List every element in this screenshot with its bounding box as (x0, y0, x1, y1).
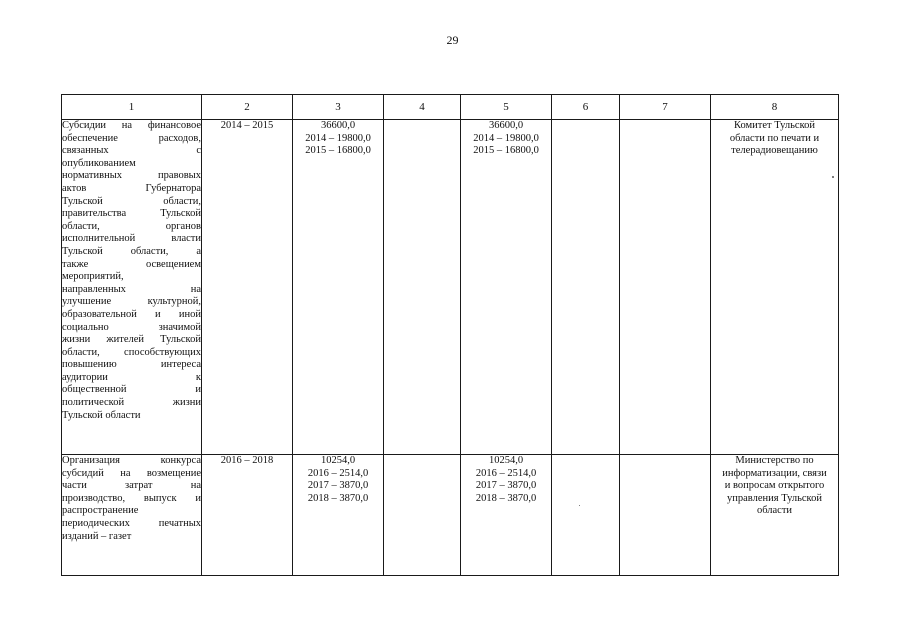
description-line: периодических печатных (62, 517, 201, 529)
description-line: улучшение культурной, (62, 296, 201, 308)
executor-line: Министерство по (735, 455, 814, 466)
activity-description (62, 120, 202, 455)
description-line: Тульской области, (62, 195, 201, 207)
amount-line: 2015 – 16800,0 (473, 145, 539, 157)
executor-line: и вопросам открытого (724, 480, 825, 492)
period-cell: 2016 – 2018 (202, 455, 293, 576)
amount-line: 2015 – 16800,0 (305, 145, 371, 157)
column-header: 3 (293, 95, 384, 120)
amount-line: 10254,0 (320, 455, 356, 466)
table-header-row (62, 95, 839, 120)
amount-line: 2018 – 3870,0 (307, 492, 369, 504)
executor-line: Комитет Тульской (733, 120, 816, 131)
executor-line: телерадиовещанию (731, 145, 818, 157)
amount-line: 2016 – 2514,0 (307, 467, 369, 479)
table-row (62, 120, 839, 455)
period-cell: 2014 – 2015 (202, 120, 293, 455)
description-line: Субсидии на финансовое (62, 120, 201, 131)
description-line: политической жизни (62, 397, 201, 409)
description-line: мероприятий, (62, 271, 124, 283)
amount-line: 2017 – 3870,0 (475, 480, 537, 492)
empty-cell (552, 455, 620, 576)
amount-line: 10254,0 (488, 455, 524, 466)
description-line: распространение (62, 505, 139, 517)
description-line: жизни жителей Тульской (62, 334, 201, 346)
empty-cell (620, 120, 711, 455)
table-row (62, 455, 839, 576)
empty-cell (552, 120, 620, 455)
description-line: актов Губернатора (62, 182, 201, 194)
description-line: опубликованием (62, 157, 136, 169)
empty-cell (384, 120, 461, 455)
amount-line: 2014 – 19800,0 (305, 132, 371, 144)
amount-line: 2016 – 2514,0 (475, 467, 537, 479)
description-line: правительства Тульской (62, 208, 201, 220)
description-line: Тульской области, а (62, 245, 201, 257)
column-header: 7 (620, 95, 711, 120)
amount-line: 36600,0 (320, 120, 356, 131)
executor-cell (711, 120, 839, 455)
description-line: также освещением (62, 258, 201, 270)
description-line: социально значимой (62, 321, 201, 333)
description-line: общественной и (62, 384, 201, 396)
column-header: 5 (461, 95, 552, 120)
regional-funding-cell (461, 120, 552, 455)
description-line: Организация конкурса (62, 455, 201, 466)
description-line: аудитории к (62, 371, 201, 383)
scan-speck (579, 505, 580, 506)
description-line: изданий – газет (62, 530, 132, 542)
description-line: субсидий на возмещение (62, 467, 201, 479)
description-line: области, органов (62, 220, 201, 232)
description-line: исполнительной власти (62, 233, 201, 245)
column-header: 2 (202, 95, 293, 120)
empty-cell (620, 455, 711, 576)
executor-line: области (756, 505, 793, 517)
description-line: части затрат на (62, 480, 201, 492)
program-table (61, 94, 839, 576)
total-funding-cell (293, 455, 384, 576)
empty-cell (384, 455, 461, 576)
activity-description (62, 455, 202, 576)
amount-line: 2018 – 3870,0 (475, 492, 537, 504)
description-line: нормативных правовых (62, 170, 201, 182)
column-header: 8 (711, 95, 839, 120)
column-header: 6 (552, 95, 620, 120)
executor-line: информатизации, связи (722, 467, 827, 479)
amount-line: 2017 – 3870,0 (307, 480, 369, 492)
executor-cell (711, 455, 839, 576)
description-line: обеспечение расходов, (62, 132, 201, 144)
executor-line: управления Тульской (727, 492, 822, 504)
description-line: направленных на (62, 283, 201, 295)
description-line: связанных с (62, 145, 201, 157)
description-line: производство, выпуск и (62, 492, 201, 504)
total-funding-cell (293, 120, 384, 455)
description-line: повышению интереса (62, 359, 201, 371)
column-header: 4 (384, 95, 461, 120)
amount-line: 36600,0 (488, 120, 524, 131)
description-line: образовательной и иной (62, 308, 201, 320)
column-header: 1 (62, 95, 202, 120)
page-number: 29 (446, 33, 459, 47)
description-line: области, способствующих (62, 346, 201, 358)
description-line: Тульской области (62, 409, 141, 421)
regional-funding-cell (461, 455, 552, 576)
executor-line: области по печати и (729, 132, 820, 144)
amount-line: 2014 – 19800,0 (473, 132, 539, 144)
scan-speck (832, 176, 834, 178)
